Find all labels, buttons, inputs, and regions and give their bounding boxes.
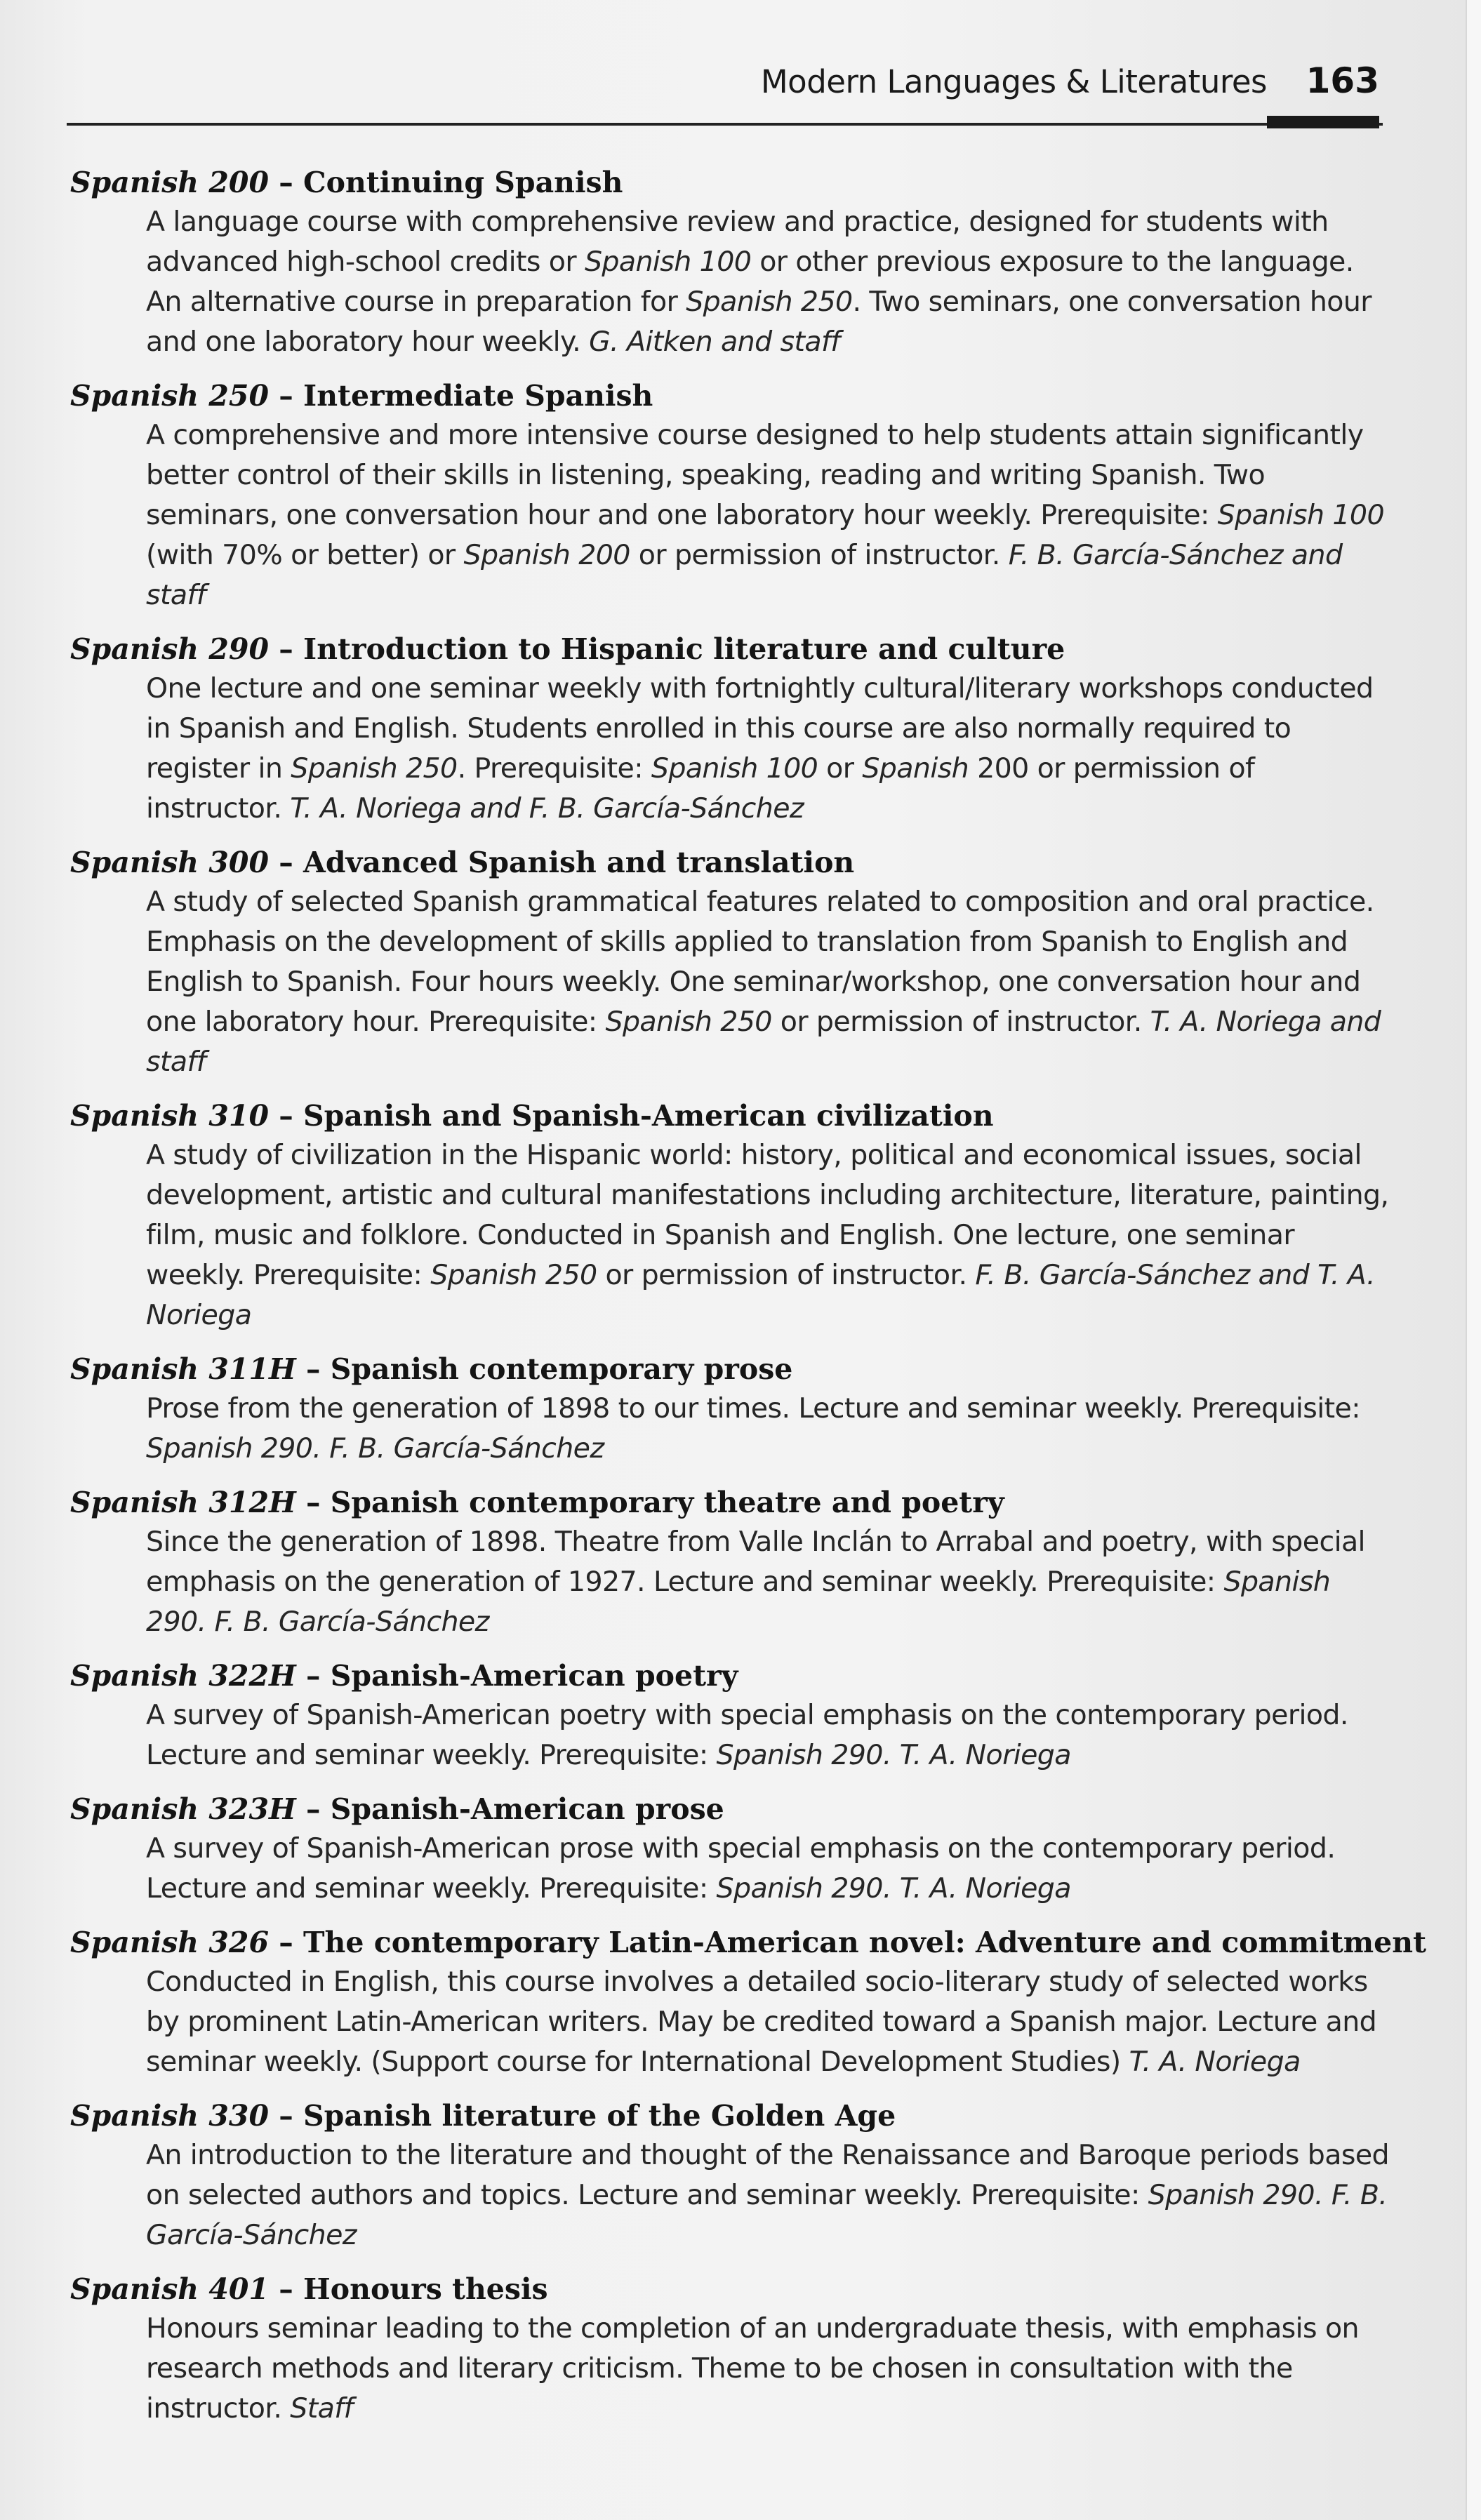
description-italic-run: Spanish 290. F. B. García-Sánchez <box>146 2179 1388 2251</box>
course-heading <box>70 629 1390 669</box>
section-title: Modern Languages & Literatures <box>760 63 1267 100</box>
course-heading <box>70 1483 1390 1522</box>
course-dash: – <box>268 2272 304 2306</box>
course-dash: – <box>268 2099 304 2133</box>
course-title: The contemporary Latin-American novel: Adventure and commitment <box>303 1926 1427 1959</box>
course-dash: – <box>268 632 304 666</box>
page-edge <box>1466 0 1481 2520</box>
description-text-run: 200 or permission of instructor. <box>146 752 1255 825</box>
description-italic-run: Spanish 290. F. B. García-Sánchez <box>146 1432 604 1465</box>
description-italic-run: Spanish 290. T. A. Noriega <box>716 1739 1071 1771</box>
course-entry <box>70 843 1390 1082</box>
course-code: Spanish 312H <box>70 1486 296 1519</box>
course-entry <box>70 1923 1427 2082</box>
course-heading <box>70 1349 1390 1389</box>
course-title: Spanish and Spanish-American civilization <box>303 1099 994 1133</box>
course-description <box>70 1962 1390 2082</box>
course-title: Spanish contemporary prose <box>330 1352 793 1386</box>
description-italic-run: Spanish 250 <box>605 1006 772 1038</box>
course-dash: – <box>268 379 304 413</box>
course-description <box>70 415 1390 615</box>
course-code: Spanish 326 <box>70 1926 269 1959</box>
course-heading <box>70 1789 1390 1829</box>
description-italic-run: Spanish 290. F. B. García-Sánchez <box>146 1566 1331 1638</box>
course-description <box>70 669 1390 829</box>
course-title: Honours thesis <box>303 2272 548 2306</box>
course-entry <box>70 2269 1390 2429</box>
course-description <box>70 882 1390 1082</box>
course-list <box>70 163 1427 2443</box>
description-italic-run: T. A. Noriega and staff <box>146 1006 1381 1078</box>
course-entry <box>70 1349 1390 1469</box>
course-dash: – <box>295 1792 331 1826</box>
course-description <box>70 1829 1390 1909</box>
course-code: Spanish 322H <box>70 1659 296 1693</box>
description-text-run: An introduction to the literature and thought of the Renaissance and Baroque periods based on selected authors and topics. Lecture and seminar weekly. Prerequisite: <box>146 2139 1390 2211</box>
description-italic-run: F. B. García-Sánchez and staff <box>146 539 1343 611</box>
description-text-run: A survey of Spanish-American poetry with special emphasis on the contemporary period. Lecture and seminar weekly. Prerequisite: <box>146 1699 1348 1771</box>
description-italic-run: T. A. Noriega <box>1129 2046 1301 2078</box>
course-heading <box>70 376 1390 415</box>
description-text-run: Prose from the generation of 1898 to our times. Lecture and seminar weekly. Prerequisite: <box>146 1392 1360 1425</box>
description-text-run: or permission of instructor. <box>597 1259 976 1291</box>
course-description <box>70 2309 1390 2429</box>
header-rule <box>67 123 1383 126</box>
course-description <box>70 1135 1390 1335</box>
course-title: Spanish literature of the Golden Age <box>303 2099 896 2133</box>
course-title: Spanish-American prose <box>330 1792 724 1826</box>
course-code: Spanish 330 <box>70 2099 269 2133</box>
course-code: Spanish 323H <box>70 1792 296 1826</box>
description-text-run: A language course with comprehensive review and practice, designed for students with advanced high-school credits or <box>146 206 1329 278</box>
description-text-run: . Prerequisite: <box>457 752 651 785</box>
course-entry <box>70 163 1390 362</box>
course-code: Spanish 310 <box>70 1099 269 1133</box>
description-text-run: A comprehensive and more intensive course designed to help students attain significantly better control of their skills in listening, speaking, reading and writing Spanish. Two seminars, one conversation hour and one laboratory hour weekly. Prerequisite: <box>146 419 1364 531</box>
course-description <box>70 1695 1390 1775</box>
course-dash: – <box>295 1486 331 1519</box>
description-text-run: Conducted in English, this course involves a detailed socio-literary study of selected works by prominent Latin-American writers. May be credited toward a Spanish major. Lecture and seminar weekly. (Support course for International Development Studies) <box>146 1966 1377 2078</box>
course-description <box>70 1522 1390 1642</box>
header-rule-tab <box>1267 116 1379 128</box>
course-entry <box>70 376 1390 615</box>
course-heading <box>70 1656 1390 1695</box>
description-text-run: or permission of instructor. <box>630 539 1009 571</box>
course-dash: – <box>268 166 304 199</box>
description-italic-run: Spanish 250 <box>686 286 853 318</box>
course-code: Spanish 200 <box>70 166 269 199</box>
description-italic-run: Spanish 100 <box>1217 499 1384 531</box>
description-text-run: (with 70% or better) or <box>146 539 464 571</box>
description-italic-run: Spanish 200 <box>463 539 630 571</box>
course-dash: – <box>268 1926 304 1959</box>
course-heading <box>70 163 1390 202</box>
course-code: Spanish 311H <box>70 1352 296 1386</box>
description-text-run: Since the generation of 1898. Theatre from Valle Inclán to Arrabal and poetry, with special emphasis on the generation of 1927. Lecture and seminar weekly. Prerequisite: <box>146 1526 1365 1598</box>
course-title: Intermediate Spanish <box>303 379 653 413</box>
description-text-run: or <box>818 752 863 785</box>
course-code: Spanish 250 <box>70 379 269 413</box>
description-italic-run: Spanish <box>862 752 969 785</box>
course-title: Continuing Spanish <box>303 166 623 199</box>
description-italic-run: F. B. García-Sánchez and T. A. Noriega <box>146 1259 1375 1331</box>
description-italic-run: Spanish 250 <box>430 1259 597 1291</box>
description-text-run: A study of civilization in the Hispanic world: history, political and economical issues, social development, artistic and cultural manifestations including architecture, literature, painting, film, music and folklore. Conducted in Spanish and English. One lecture, one seminar weekly. Prerequisite: <box>146 1139 1389 1291</box>
course-heading <box>70 843 1390 882</box>
course-entry <box>70 1789 1390 1909</box>
description-text-run: One lecture and one seminar weekly with fortnightly cultural/literary workshops conducted in Spanish and English. Students enrolled in this course are also normally required to register in <box>146 672 1374 785</box>
description-italic-run: Spanish 100 <box>651 752 818 785</box>
course-heading <box>70 1923 1427 1962</box>
description-text-run: or other previous exposure to the language. An alternative course in preparation for <box>146 246 1354 318</box>
course-heading <box>70 2269 1390 2309</box>
course-entry <box>70 1096 1390 1335</box>
description-text-run: A study of selected Spanish grammatical features related to composition and oral practice. Emphasis on the development of skills applied to translation from Spanish to English and English to Spanish. Four hours weekly. One seminar/workshop, one conversation hour and one laboratory hour. Prerequisite: <box>146 886 1374 1038</box>
course-title: Introduction to Hispanic literature and culture <box>303 632 1065 666</box>
course-entry <box>70 1483 1390 1642</box>
course-title: Spanish contemporary theatre and poetry <box>330 1486 1004 1519</box>
course-heading <box>70 1096 1390 1135</box>
description-text-run: or permission of instructor. <box>771 1006 1150 1038</box>
description-text-run: A survey of Spanish-American prose with special emphasis on the contemporary period. Lecture and seminar weekly. Prerequisite: <box>146 1832 1336 1905</box>
course-code: Spanish 300 <box>70 846 269 879</box>
description-italic-run: T. A. Noriega and F. B. García-Sánchez <box>290 792 804 825</box>
running-header <box>0 60 1386 112</box>
description-italic-run: Spanish 250 <box>291 752 458 785</box>
course-dash: – <box>295 1659 331 1693</box>
description-italic-run: Staff <box>290 2392 353 2425</box>
course-title: Advanced Spanish and translation <box>303 846 855 879</box>
course-description <box>70 1389 1390 1469</box>
description-text-run: Honours seminar leading to the completion of an undergraduate thesis, with emphasis on research methods and literary criticism. Theme to be chosen in consultation with the instructor. <box>146 2312 1359 2425</box>
course-title: Spanish-American poetry <box>330 1659 738 1693</box>
course-code: Spanish 401 <box>70 2272 269 2306</box>
course-description <box>70 2135 1390 2255</box>
course-description <box>70 202 1390 362</box>
description-italic-run: Spanish 100 <box>584 246 752 278</box>
course-entry <box>70 1656 1390 1775</box>
course-dash: – <box>268 846 304 879</box>
course-dash: – <box>268 1099 304 1133</box>
course-entry <box>70 629 1390 829</box>
course-heading <box>70 2096 1390 2135</box>
description-italic-run: G. Aitken and staff <box>589 326 840 358</box>
description-text-run: . Two seminars, one conversation hour and one laboratory hour weekly. <box>146 286 1372 358</box>
course-entry <box>70 2096 1390 2255</box>
page-number: 163 <box>1306 60 1379 101</box>
course-dash: – <box>295 1352 331 1386</box>
description-italic-run: Spanish 290. T. A. Noriega <box>716 1872 1071 1905</box>
course-code: Spanish 290 <box>70 632 269 666</box>
